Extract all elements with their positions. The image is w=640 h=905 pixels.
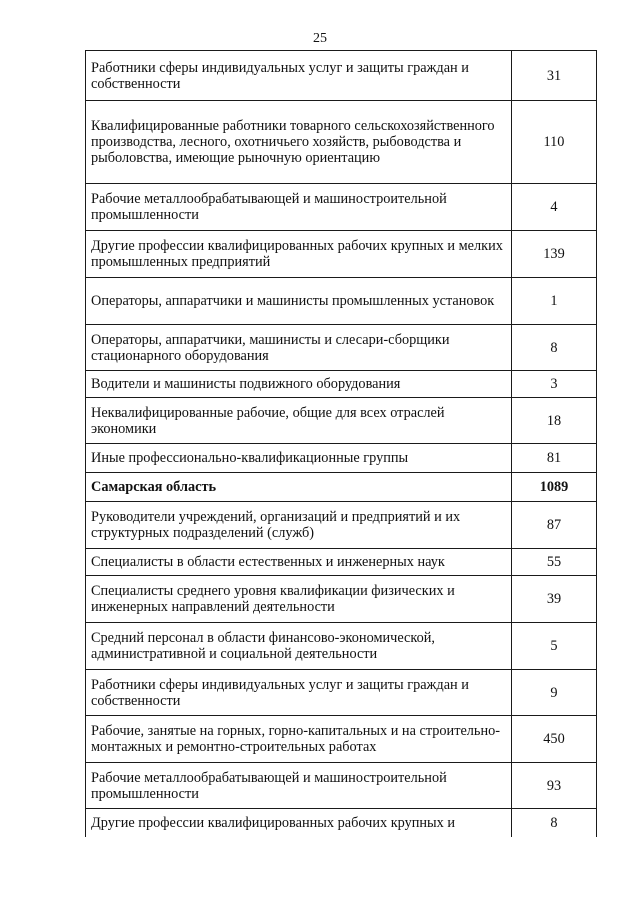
table-row bbox=[86, 444, 597, 473]
table-row bbox=[86, 325, 597, 371]
table-row bbox=[86, 51, 597, 101]
row-value: 3 bbox=[512, 371, 597, 398]
row-label: Иные профессионально-квалификационные группы bbox=[86, 444, 512, 473]
row-value: 1 bbox=[512, 278, 597, 325]
row-value: 110 bbox=[512, 101, 597, 184]
row-value: 93 bbox=[512, 763, 597, 809]
table-row bbox=[86, 763, 597, 809]
row-label: Другие профессии квалифицированных рабочих крупных и bbox=[86, 809, 512, 837]
row-label: Рабочие металлообрабатывающей и машиностроительной промышленности bbox=[86, 763, 512, 809]
row-label: Руководители учреждений, организаций и предприятий и их структурных подразделений (служб) bbox=[86, 502, 512, 549]
row-value: 55 bbox=[512, 549, 597, 576]
region-total-value: 1089 bbox=[512, 473, 597, 502]
row-value: 31 bbox=[512, 51, 597, 101]
row-label: Рабочие металлообрабатывающей и машиностроительной промышленности bbox=[86, 184, 512, 231]
row-value: 39 bbox=[512, 576, 597, 623]
table-row bbox=[86, 670, 597, 716]
row-value: 139 bbox=[512, 231, 597, 278]
row-value: 5 bbox=[512, 623, 597, 670]
table-row bbox=[86, 549, 597, 576]
row-label: Неквалифицированные рабочие, общие для всех отраслей экономики bbox=[86, 398, 512, 444]
row-label: Операторы, аппаратчики, машинисты и слесари-сборщики стационарного оборудования bbox=[86, 325, 512, 371]
table-row bbox=[86, 184, 597, 231]
row-label: Специалисты в области естественных и инженерных наук bbox=[86, 549, 512, 576]
row-label: Средний персонал в области финансово-экономической, административной и социальной деятельности bbox=[86, 623, 512, 670]
row-value: 450 bbox=[512, 716, 597, 763]
table-row bbox=[86, 716, 597, 763]
row-label: Работники сферы индивидуальных услуг и защиты граждан и собственности bbox=[86, 670, 512, 716]
row-label: Квалифицированные работники товарного сельскохозяйственного производства, лесного, охотничьего хозяйств, рыбоводства и рыболовства, имеющие рыночную ориентацию bbox=[86, 101, 512, 184]
row-label: Другие профессии квалифицированных рабочих крупных и мелких промышленных предприятий bbox=[86, 231, 512, 278]
table-row bbox=[86, 231, 597, 278]
data-table bbox=[85, 50, 597, 837]
row-value: 18 bbox=[512, 398, 597, 444]
row-value: 87 bbox=[512, 502, 597, 549]
table-row bbox=[86, 371, 597, 398]
row-value: 4 bbox=[512, 184, 597, 231]
region-label: Самарская область bbox=[86, 473, 512, 502]
row-label: Водители и машинисты подвижного оборудования bbox=[86, 371, 512, 398]
row-value: 8 bbox=[512, 325, 597, 371]
row-label: Рабочие, занятые на горных, горно-капитальных и на строительно-монтажных и ремонтно-строительных работах bbox=[86, 716, 512, 763]
row-label: Специалисты среднего уровня квалификации физических и инженерных направлений деятельности bbox=[86, 576, 512, 623]
page-number: 25 bbox=[313, 31, 327, 46]
table-row bbox=[86, 502, 597, 549]
table-row bbox=[86, 101, 597, 184]
row-label: Работники сферы индивидуальных услуг и защиты граждан и собственности bbox=[86, 51, 512, 101]
row-label: Операторы, аппаратчики и машинисты промышленных установок bbox=[86, 278, 512, 325]
row-value: 8 bbox=[512, 809, 597, 837]
table-row-region-total bbox=[86, 473, 597, 502]
table-row bbox=[86, 809, 597, 837]
table-row bbox=[86, 623, 597, 670]
row-value: 81 bbox=[512, 444, 597, 473]
row-value: 9 bbox=[512, 670, 597, 716]
table-row bbox=[86, 576, 597, 623]
table-row bbox=[86, 278, 597, 325]
table-row bbox=[86, 398, 597, 444]
